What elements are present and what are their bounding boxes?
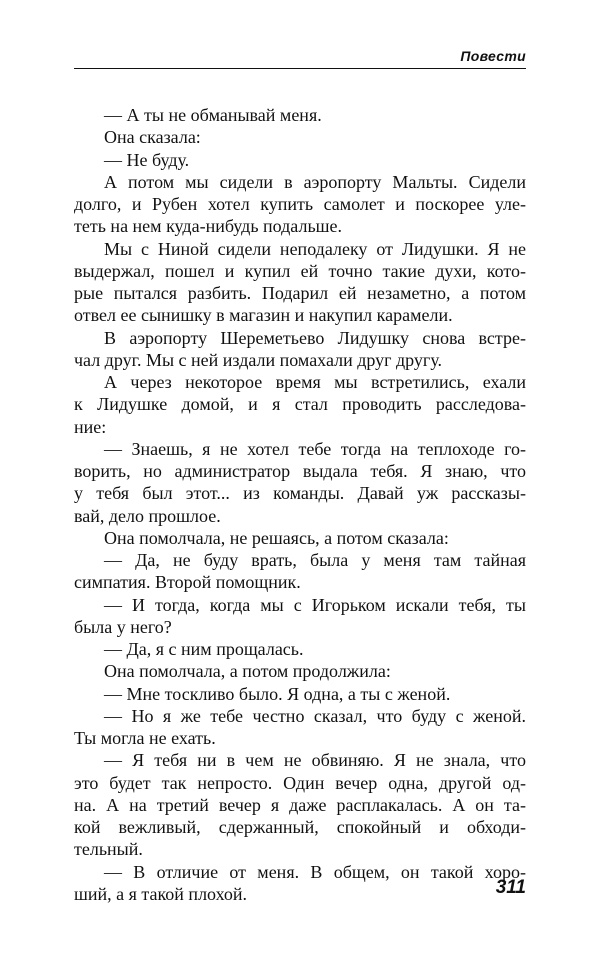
text-line: Она помолчала, а потом продолжила: (104, 661, 391, 682)
text-line: отвел ее сынишку в магазин и накупил карамели. (74, 305, 453, 326)
text-line: ший, а я такой плохой. (74, 883, 248, 904)
text-line: — А ты не обманывай меня. (104, 105, 322, 125)
text-line: вай, дело прошлое. (74, 505, 221, 526)
text-line: Она помолчала, не решаясь, а потом сказала: (104, 527, 449, 548)
text-line: Мы с Ниной сидели неподалеку от Лидушки. Я не (104, 238, 526, 259)
text-line: выдержал, пошел и купил ей точно такие духи, кото- (74, 260, 526, 281)
text-line: кой вежливый, сдержанный, спокойный и обходи- (74, 817, 526, 837)
text-line: Она сказала: (104, 127, 201, 148)
text-line: — Но я же тебе честно сказал, что буду с женой. (104, 705, 526, 726)
text-line: чал друг. Мы с ней издали помахали друг другу. (74, 349, 443, 370)
running-header (74, 46, 526, 69)
text-line: — Я тебя ни в чем не обвиняю. Я не знала, что (104, 750, 526, 771)
text-line: это будет так непросто. Один вечер одна, другой од- (74, 772, 526, 793)
text-line: — Да, я с ним прощалась. (104, 639, 304, 659)
text-line: В аэропорту Шереметьево Лидушку снова встре- (104, 327, 526, 348)
text-line: долго, и Рубен хотел купить самолет и поскорее уле- (74, 194, 526, 214)
text-line: ворить, но администратор выдала тебя. Я знаю, что (74, 461, 526, 481)
text-line: А потом мы сидели в аэропорту Мальты. Сидели (104, 171, 526, 192)
text-line: была у него? (74, 616, 172, 637)
text-line: симпатия. Второй помощник. (74, 572, 301, 593)
text-line: ние: (74, 416, 107, 437)
text-line: — Мне тоскливо было. Я одна, а ты с женой. (104, 683, 451, 704)
body-text (74, 104, 526, 905)
text-line: тельный. (74, 839, 143, 860)
text-line: — Знаешь, я не хотел тебе тогда на теплоходе го- (104, 438, 526, 459)
text-line: рые пытался разбить. Подарил ей незаметно, а потом (74, 283, 526, 303)
text-line: — В отличие от меня. В общем, он такой хоро- (104, 861, 526, 882)
text-line: — Не буду. (104, 149, 190, 170)
text-line: на. А на третий вечер я даже расплакалась. А он та- (74, 794, 526, 815)
text-line: к Лидушке домой, и я стал проводить расследова- (74, 394, 526, 415)
text-line: Ты могла не ехать. (74, 728, 216, 748)
text-line: теть на нем куда-нибудь подальше. (74, 216, 342, 237)
running-header-title: Повести (460, 48, 526, 64)
text-line: — И тогда, когда мы с Игорьком искали тебя, ты (104, 594, 526, 615)
page-number: 311 (495, 877, 526, 898)
text-line: А через некоторое время мы встретились, ехали (104, 372, 526, 392)
text-line: — Да, не буду врать, была у меня там тайная (104, 550, 526, 570)
text-line: у тебя был этот... из команды. Давай уж рассказы- (74, 483, 526, 504)
